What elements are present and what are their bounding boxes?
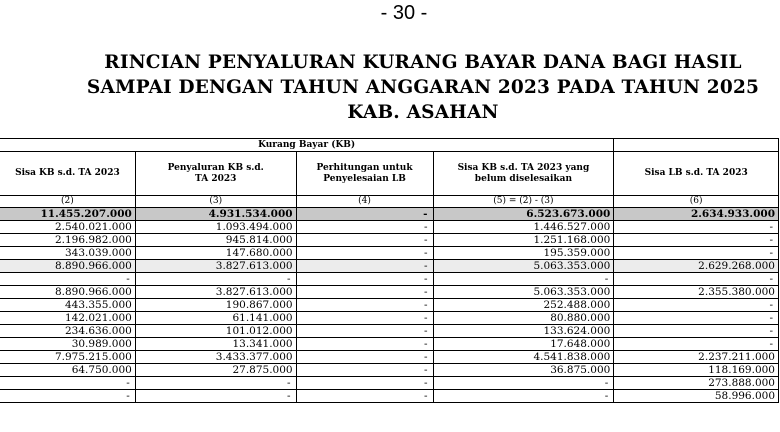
table-cell: -	[296, 247, 433, 260]
table-cell: 2.355.380.000	[614, 286, 779, 299]
title-line-3: KAB. ASAHAN	[347, 102, 499, 123]
table-cell: -	[296, 377, 433, 390]
document-title	[0, 50, 780, 125]
col-index-3: (3)	[135, 196, 296, 208]
table-cell: -	[296, 351, 433, 364]
col-header-sisa-kb-belum	[433, 152, 614, 196]
table-cell: 945.814.000	[135, 234, 296, 247]
col-index-2: (2)	[0, 196, 135, 208]
table-cell: 36.875.000	[433, 364, 614, 377]
table-cell: -	[433, 390, 614, 403]
table-cell: 7.975.215.000	[0, 351, 135, 364]
col-index-4: (4)	[296, 196, 433, 208]
table-cell: 6.523.673.000	[433, 208, 614, 221]
table-cell: 4.931.534.000	[135, 208, 296, 221]
table-cell: -	[614, 299, 779, 312]
table-cell: 142.021.000	[0, 312, 135, 325]
table-cell: -	[0, 390, 135, 403]
table-cell: 101.012.000	[135, 325, 296, 338]
table-cell: 5.063.353.000	[433, 260, 614, 273]
table-cell: -	[296, 208, 433, 221]
table-cell: -	[614, 273, 779, 286]
table-cell: 27.875.000	[135, 364, 296, 377]
table-cell: 2.629.268.000	[614, 260, 779, 273]
table-cell: -	[296, 286, 433, 299]
table-cell: 3.827.613.000	[135, 286, 296, 299]
col-header-perhitungan-lb-text: Perhitungan untuk Penyelesaian LB	[316, 162, 413, 184]
col-header-penyaluran-kb-text: Penyaluran KB s.d. TA 2023	[167, 162, 264, 184]
table-cell: 2.237.211.000	[614, 351, 779, 364]
table-cell: -	[433, 377, 614, 390]
table-cell: 1.251.168.000	[433, 234, 614, 247]
table-cell: 8.890.966.000	[0, 260, 135, 273]
column-header-row	[0, 152, 779, 196]
col-header-sisa-lb: Sisa LB s.d. TA 2023	[614, 152, 779, 196]
table-cell: 118.169.000	[614, 364, 779, 377]
table-cell: -	[614, 312, 779, 325]
table-row	[0, 325, 779, 338]
table-row	[0, 286, 779, 299]
table-cell: -	[135, 377, 296, 390]
table-row	[0, 299, 779, 312]
table-cell: 4.541.838.000	[433, 351, 614, 364]
table-cell: 80.880.000	[433, 312, 614, 325]
table-row	[0, 221, 779, 234]
table-cell: -	[296, 273, 433, 286]
col-index-6: (6)	[614, 196, 779, 208]
table-cell: 8.890.966.000	[0, 286, 135, 299]
table-row	[0, 273, 779, 286]
table-cell: 2.196.982.000	[0, 234, 135, 247]
table-cell: 252.488.000	[433, 299, 614, 312]
table-cell: -	[296, 260, 433, 273]
table-cell: 443.355.000	[0, 299, 135, 312]
table-cell: -	[296, 234, 433, 247]
table-cell: -	[614, 234, 779, 247]
table-row	[0, 351, 779, 364]
table-row	[0, 390, 779, 403]
page-number: - 30 -	[380, 2, 428, 24]
table-cell: 13.341.000	[135, 338, 296, 351]
table-row	[0, 338, 779, 351]
col-header-perhitungan-lb	[296, 152, 433, 196]
table-row	[0, 260, 779, 273]
table-row	[0, 312, 779, 325]
table-cell: -	[296, 364, 433, 377]
table-cell: 2.634.933.000	[614, 208, 779, 221]
table-cell: -	[135, 390, 296, 403]
table-row	[0, 234, 779, 247]
table-cell: 64.750.000	[0, 364, 135, 377]
table-cell: -	[296, 338, 433, 351]
table-cell: 11.455.207.000	[0, 208, 135, 221]
group-header-blank	[614, 139, 779, 152]
table-cell: 147.680.000	[135, 247, 296, 260]
table-cell: -	[614, 325, 779, 338]
table-cell: 61.141.000	[135, 312, 296, 325]
table-cell: 133.624.000	[433, 325, 614, 338]
table-cell: 3.827.613.000	[135, 260, 296, 273]
col-index-5: (5) = (2) - (3)	[433, 196, 614, 208]
table-cell: 30.989.000	[0, 338, 135, 351]
table-cell: 3.433.377.000	[135, 351, 296, 364]
table-cell: 5.063.353.000	[433, 286, 614, 299]
col-header-penyaluran-kb	[135, 152, 296, 196]
table-cell: -	[433, 273, 614, 286]
group-header-row	[0, 139, 779, 152]
group-header-kurang-bayar: Kurang Bayar (KB)	[0, 139, 614, 152]
table-cell: 273.888.000	[614, 377, 779, 390]
table-cell: 343.039.000	[0, 247, 135, 260]
table-cell: -	[296, 221, 433, 234]
table-row	[0, 247, 779, 260]
table-row	[0, 208, 779, 221]
table-cell: 2.540.021.000	[0, 221, 135, 234]
table-cell: 1.446.527.000	[433, 221, 614, 234]
table-cell: 234.636.000	[0, 325, 135, 338]
table-cell: -	[296, 390, 433, 403]
kurang-bayar-table	[0, 138, 779, 403]
table-cell: -	[135, 273, 296, 286]
table-cell: -	[296, 299, 433, 312]
table-cell: -	[296, 312, 433, 325]
table-cell: 58.996.000	[614, 390, 779, 403]
table-row	[0, 377, 779, 390]
table-cell: -	[296, 325, 433, 338]
table-cell: 195.359.000	[433, 247, 614, 260]
table-cell: -	[614, 338, 779, 351]
col-header-sisa-kb-belum-text: Sisa KB s.d. TA 2023 yang belum diselesaikan	[457, 162, 590, 184]
column-index-row	[0, 196, 779, 208]
title-line-1: RINCIAN PENYALURAN KURANG BAYAR DANA BAGI HASIL	[104, 52, 742, 73]
table-cell: 190.867.000	[135, 299, 296, 312]
table-cell: -	[0, 377, 135, 390]
table-cell: -	[0, 273, 135, 286]
title-line-2: SAMPAI DENGAN TAHUN ANGGARAN 2023 PADA TAHUN 2025	[86, 77, 760, 98]
table-cell: -	[614, 221, 779, 234]
table-cell: -	[614, 247, 779, 260]
table-row	[0, 364, 779, 377]
col-header-sisa-kb: Sisa KB s.d. TA 2023	[0, 152, 135, 196]
table-cell: 17.648.000	[433, 338, 614, 351]
table-cell: 1.093.494.000	[135, 221, 296, 234]
